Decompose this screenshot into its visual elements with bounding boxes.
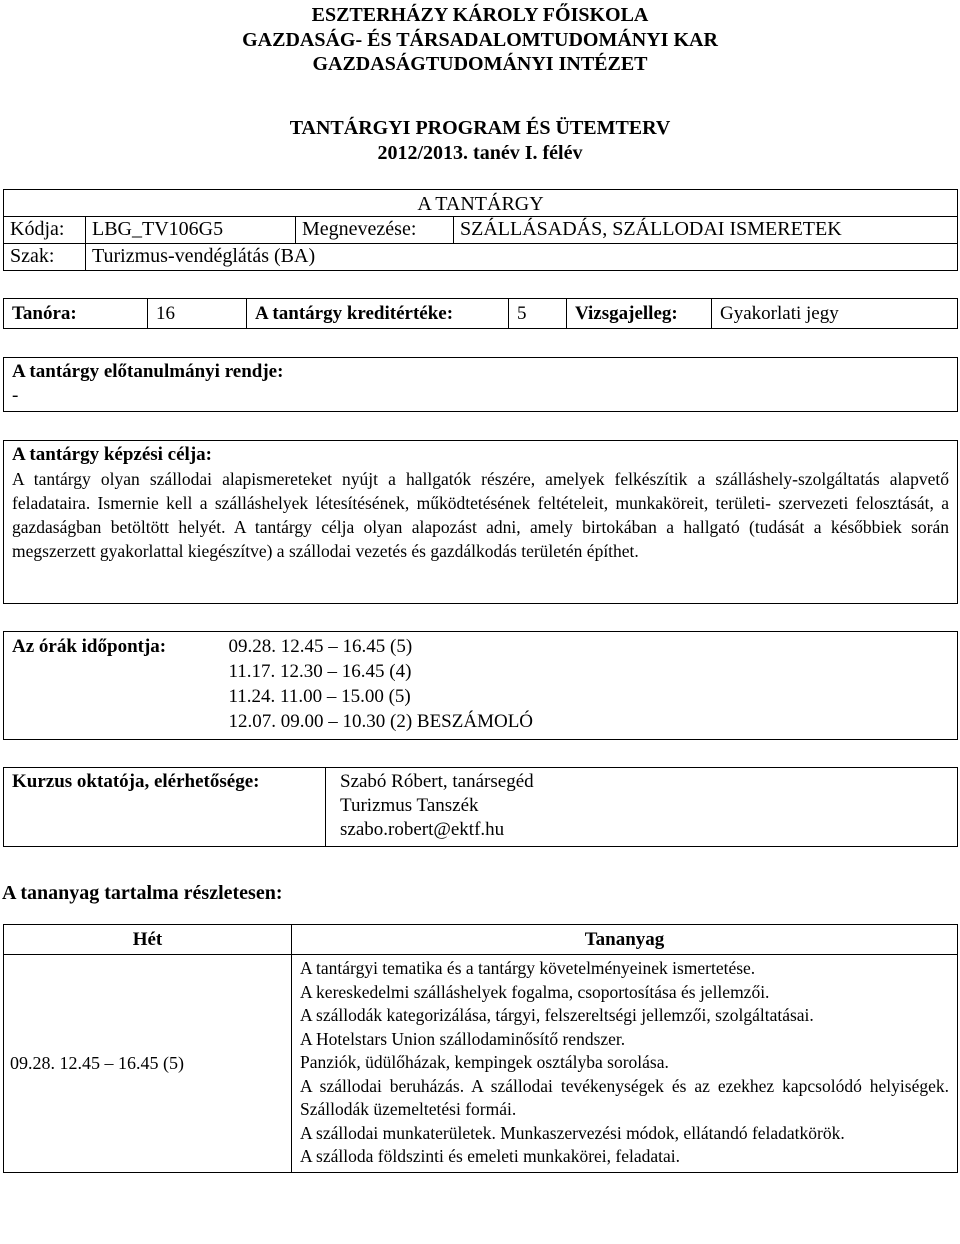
list-item: A tantárgyi tematika és a tantárgy követelményeinek ismertetése. [300,958,756,978]
exam-type-value: Gyakorlati jegy [712,299,958,329]
subject-major: Turizmus-vendéglátás (BA) [86,244,958,271]
curriculum-week: 09.28. 12.45 – 16.45 (5) [4,955,292,1173]
instructor-department: Turizmus Tanszék [340,795,479,816]
prerequisites-title: A tantárgy előtanulmányi rendje: [12,361,284,382]
table-row [4,955,958,1173]
subject-section-title: A TANTÁRGY [4,190,958,217]
course-goal-title: A tantárgy képzési célja: [12,444,212,465]
hours-table [3,298,958,329]
credit-label: A tantárgy kreditértéke: [247,299,509,329]
instructor-details [326,768,958,847]
institute-name: GAZDASÁGTUDOMÁNYI INTÉZET [312,53,648,75]
class-times-label: Az órák időpontja: [4,632,217,740]
list-item: A szállodai munkaterületek. Munkaszervezési módok, ellátandó feladatkörök. [300,1122,845,1143]
class-time-entry: 11.24. 11.00 – 15.00 (5) [228,686,411,707]
program-header [0,116,960,165]
curriculum-topics [292,955,958,1173]
curriculum-title: A tananyag tartalma részletesen: [2,882,283,904]
list-item: A szállodai beruházás. A szállodai tevékenységek és az ezekhez kapcsolódó helyiségek. Szállodák üzemeltetési formái. [300,1075,949,1119]
course-goal-box [3,440,958,604]
hours-label: Tanóra: [4,299,148,329]
class-time-entry: 11.17. 12.30 – 16.45 (4) [228,661,412,682]
class-time-entry: 09.28. 12.45 – 16.45 (5) [228,636,413,657]
exam-type-label: Vizsgajelleg: [567,299,712,329]
list-item: Panziók, üdülőházak, kempingek osztályba sorolása. [300,1052,669,1072]
hours-value: 16 [148,299,247,329]
list-item: A Hotelstars Union szállodaminősítő rendszer. [300,1028,626,1049]
class-time-entry: 12.07. 09.00 – 10.30 (2) BESZÁMOLÓ [228,711,534,732]
instructor-label: Kurzus oktatója, elérhetősége: [4,768,326,847]
class-times-table [3,631,958,740]
program-term: 2012/2013. tanév I. félév [377,141,583,164]
program-title: TANTÁRGYI PROGRAM ÉS ÜTEMTERV [289,117,671,139]
instructor-email: szabo.robert@ektf.hu [340,819,505,840]
subject-name: SZÁLLÁSADÁS, SZÁLLODAI ISMERETEK [454,217,958,244]
instructor-name: Szabó Róbert, tanársegéd [340,771,534,792]
list-item: A szálloda földszinti és emeleti munkakörei, feladatai. [300,1146,681,1166]
institution-name: ESZTERHÁZY KÁROLY FŐISKOLA [311,4,649,26]
subject-table [3,189,958,271]
subject-major-label: Szak: [4,244,86,271]
faculty-name: GAZDASÁG- ÉS TÁRSADALOMTUDOMÁNYI KAR [242,28,718,51]
course-goal-text: A tantárgy olyan szállodai alapismereteket nyújt a hallgatók részére, amelyek felkészítik a szálláshely-szolgáltatás alapvető feladataira. Ismernie kell a szálláshelyek létesítésének, működtetésének feltételeit, munkaköreit, területi- szervezeti felosztását, a gazdaságban betöltött helyét. A tantárgy célja olyan alapozást adni, amely birtokában a hallgató (tudását a későbbiek során megszerzett gyakorlattal kiegészítve) a szállodai vezetés és gazdálkodás területén építhet. [12,469,949,561]
list-item: A kereskedelmi szálláshelyek fogalma, csoportosítása és jellemzői. [300,981,770,1002]
prerequisites-box [3,357,958,412]
institution-header [0,3,960,77]
column-header-week: Hét [4,925,292,955]
subject-name-label: Megnevezése: [296,217,454,244]
credit-value: 5 [509,299,567,329]
instructor-table [3,767,958,847]
list-item: A szállodák kategorizálása, tárgyi, felszereltségi jellemzői, szolgáltatásai. [300,1005,814,1025]
subject-code-label: Kódja: [4,217,86,244]
class-times-list [217,632,958,740]
curriculum-table [3,924,958,1173]
subject-code: LBG_TV106G5 [86,217,296,244]
column-header-material: Tananyag [292,925,958,955]
prerequisites-value: - [12,385,19,406]
